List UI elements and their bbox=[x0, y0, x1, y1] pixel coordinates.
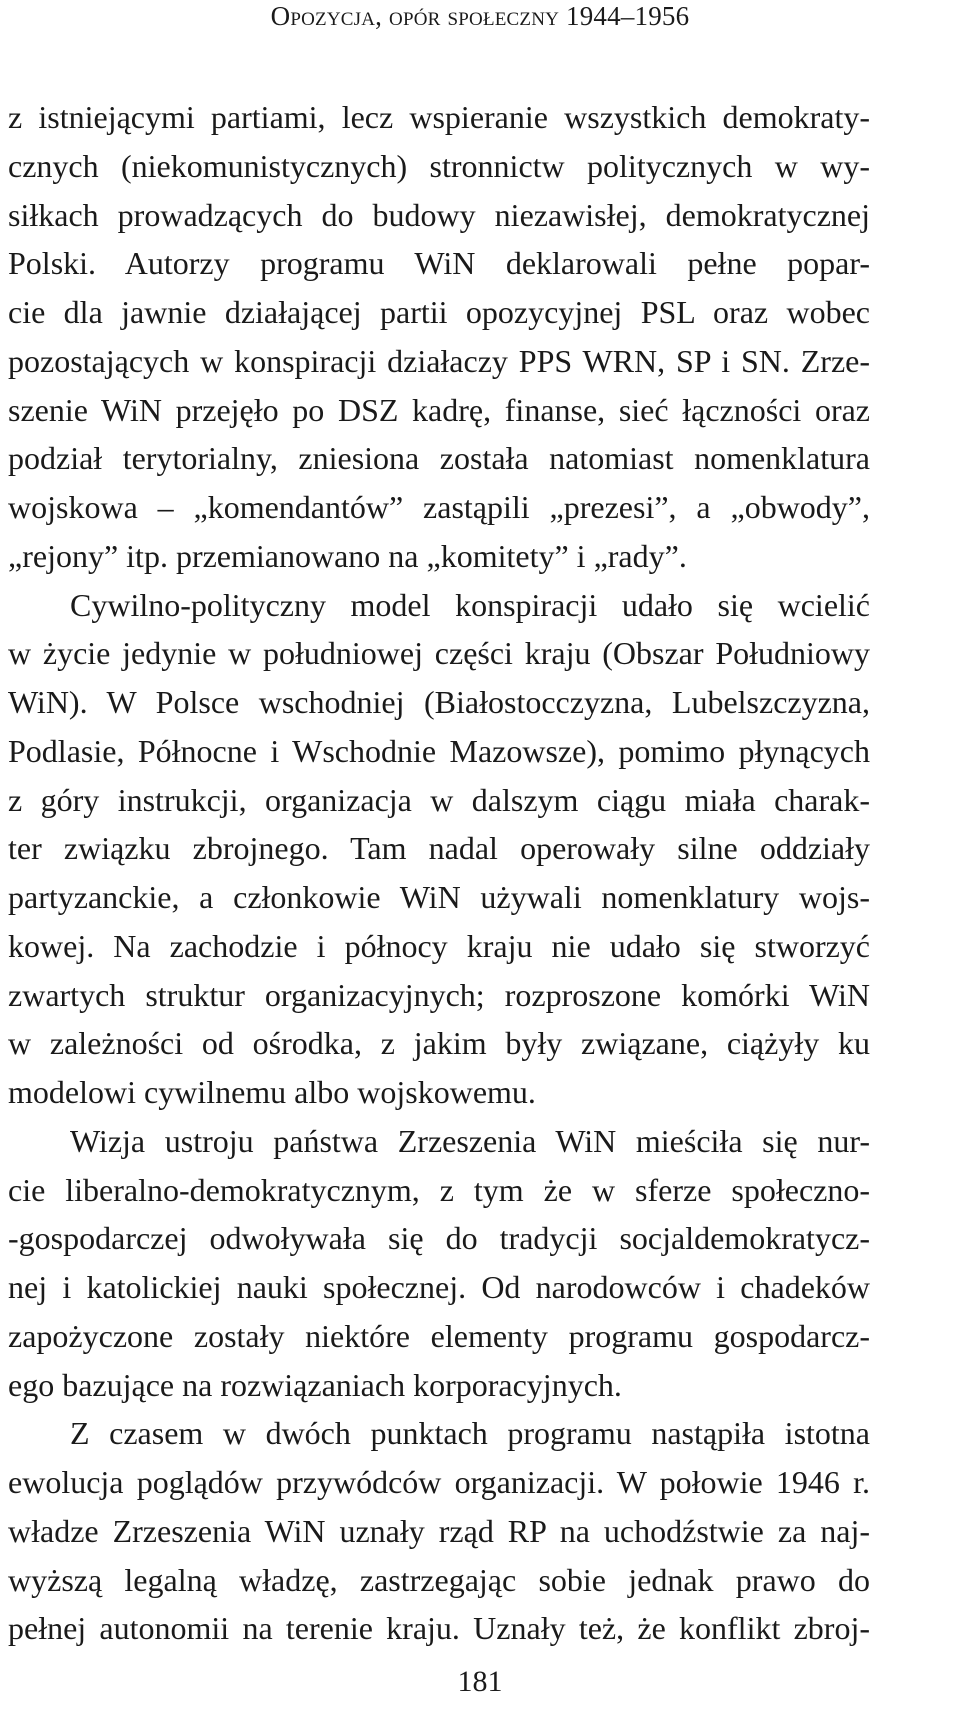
text-line: cznych (niekomunistycznych) stronnictw politycznych w wy- bbox=[8, 147, 870, 184]
text-line: Wizja ustroju państwa Zrzeszenia WiN mieściła się nur- bbox=[70, 1122, 870, 1159]
text-line: z istniejącymi partiami, lecz wspieranie wszystkich demokraty- bbox=[8, 99, 870, 135]
text-line: nej i katolickiej nauki społecznej. Od narodowców i chadeków bbox=[8, 1269, 870, 1305]
body-text bbox=[8, 93, 870, 1653]
text-line: cie liberalno-demokratycznym, z tym że w sferze społeczno- bbox=[8, 1171, 870, 1208]
text-line: zwartych struktur organizacyjnych; rozproszone komórki WiN bbox=[8, 976, 870, 1013]
text-line: Z czasem w dwóch punktach programu nastąpiła istotna bbox=[70, 1415, 870, 1452]
text-line: ego bazujące na rozwiązaniach korporacyjnych. bbox=[8, 1366, 622, 1403]
text-line: w życie jedynie w południowej części kraju (Obszar Południowy bbox=[8, 635, 870, 672]
text-line: WiN). W Polsce wschodniej (Białostocczyzna, Lubelszczyzna, bbox=[8, 684, 870, 720]
text-line: szenie WiN przejęło po DSZ kadrę, finanse, sieć łączności oraz bbox=[8, 391, 870, 428]
page-number: 181 bbox=[457, 1665, 503, 1698]
text-line: zapożyczone zostały niektóre elementy programu gospodarcz- bbox=[8, 1317, 870, 1354]
text-line: wojskowa – „komendantów” zastąpili „prezesi”, a „obwody”, bbox=[8, 489, 870, 525]
text-line: Cywilno-polityczny model konspiracji udało się wcielić bbox=[70, 586, 870, 623]
text-line: siłkach prowadzących do budowy niezawisłej, demokratycznej bbox=[8, 196, 870, 233]
text-line: Podlasie, Północne i Wschodnie Mazowsze), pomimo płynących bbox=[8, 732, 870, 769]
running-header: Opozycja, opór społeczny 1944–1956 bbox=[270, 1, 690, 31]
text-line: Polski. Autorzy programu WiN deklarowali pełne popar- bbox=[8, 245, 870, 282]
text-line: partyzanckie, a członkowie WiN używali nomenklatury wojs- bbox=[8, 879, 870, 915]
text-line: pozostających w konspiracji działaczy PPS WRN, SP i SN. Zrze- bbox=[8, 342, 870, 379]
text-line: ter związku zbrojnego. Tam nadal operowały silne oddziały bbox=[8, 830, 870, 867]
text-line: z góry instrukcji, organizacja w dalszym ciągu miała charak- bbox=[8, 781, 870, 818]
text-line: -gospodarczej odwoływała się do tradycji socjaldemokratycz- bbox=[8, 1220, 870, 1257]
text-line: modelowi cywilnemu albo wojskowemu. bbox=[8, 1074, 536, 1110]
text-line: „rejony” itp. przemianowano na „komitety” i „rady”. bbox=[8, 537, 687, 574]
text-line: pełnej autonomii na terenie kraju. Uznały też, że konflikt zbroj- bbox=[8, 1610, 870, 1647]
text-line: ewolucja poglądów przywódców organizacji. W połowie 1946 r. bbox=[8, 1464, 870, 1500]
text-line: władze Zrzeszenia WiN uznały rząd RP na uchodźstwie za naj- bbox=[8, 1512, 870, 1549]
text-line: w zależności od ośrodka, z jakim były związane, ciążyły ku bbox=[8, 1025, 870, 1062]
text-line: podział terytorialny, zniesiona została natomiast nomenklatura bbox=[8, 440, 870, 477]
text-line: cie dla jawnie działającej partii opozycyjnej PSL oraz wobec bbox=[8, 294, 870, 330]
text-line: kowej. Na zachodzie i północy kraju nie udało się stworzyć bbox=[8, 927, 870, 964]
text-line: wyższą legalną władzę, zastrzegając sobie jednak prawo do bbox=[8, 1561, 870, 1598]
